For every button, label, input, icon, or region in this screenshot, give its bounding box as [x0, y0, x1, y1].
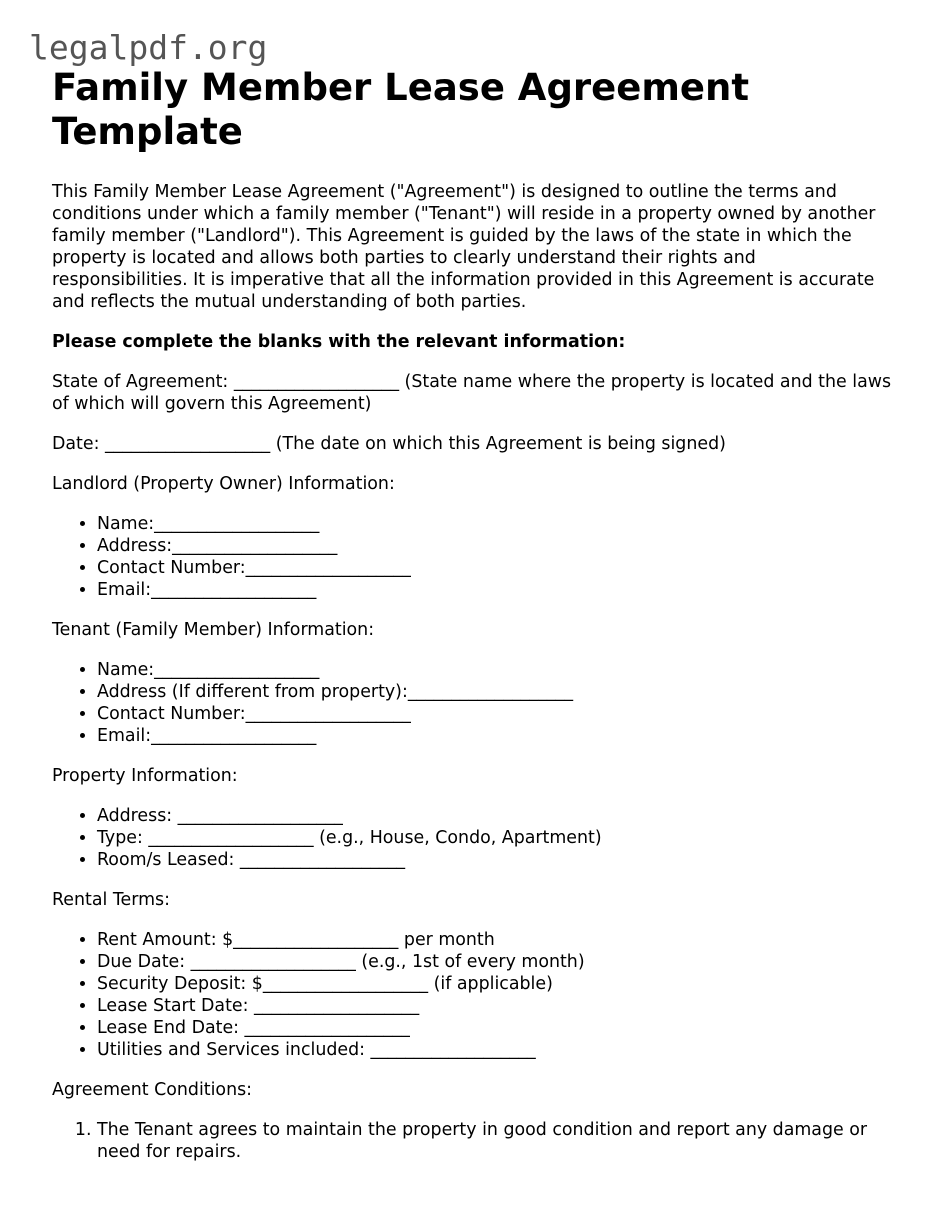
tenant-heading: Tenant (Family Member) Information:: [52, 620, 375, 640]
landlord-address-item: • Address:___________________: [97, 535, 892, 557]
rental-heading: Rental Terms:: [52, 890, 170, 910]
rent-amount-item: • Rent Amount: $___________________ per month: [97, 929, 892, 951]
property-type-item: • Type: ___________________ (e.g., House, Condo, Apartment): [97, 827, 892, 849]
intro-paragraph: This Family Member Lease Agreement ("Agreement") is designed to outline the terms and conditions under which a family member ("Tenant") will reside in a property owned by another family member ("Landlord"). This Agreement is guided by the laws of the state in which the property is located and allows both parties to clearly understand their rights and responsibilities. It is imperative that all the information provided in this Agreement is accurate and reflects the mutual understanding of both parties.: [52, 182, 876, 312]
document-page: [52, 66, 892, 1163]
landlord-list: [52, 513, 892, 601]
tenant-name-item: • Name:___________________: [97, 659, 892, 681]
landlord-email-item: • Email:___________________: [97, 579, 892, 601]
date-line: Date: ___________________ (The date on which this Agreement is being signed): [52, 434, 726, 454]
conditions-list: [52, 1119, 892, 1163]
state-of-agreement-line: State of Agreement: ___________________ (State name where the property is located and the laws of which will govern this Agreement): [52, 372, 892, 414]
security-deposit-item: • Security Deposit: $___________________ (if applicable): [97, 973, 892, 995]
utilities-item: • Utilities and Services included: ___________________: [97, 1039, 892, 1061]
tenant-contact-item: • Contact Number:___________________: [97, 703, 892, 725]
tenant-email-item: • Email:___________________: [97, 725, 892, 747]
landlord-contact-item: • Contact Number:___________________: [97, 557, 892, 579]
lease-end-item: • Lease End Date: ___________________: [97, 1017, 892, 1039]
watermark: legalpdf.org: [29, 28, 268, 67]
conditions-heading: Agreement Conditions:: [52, 1080, 253, 1100]
condition-item: 1. The Tenant agrees to maintain the property in good condition and report any damage or need for repairs.: [97, 1119, 892, 1163]
rental-list: [52, 929, 892, 1061]
landlord-heading: Landlord (Property Owner) Information:: [52, 474, 395, 494]
property-heading: Property Information:: [52, 766, 238, 786]
property-rooms-item: • Room/s Leased: ___________________: [97, 849, 892, 871]
document-title: Family Member Lease Agreement Template: [52, 66, 750, 153]
property-address-item: • Address: ___________________: [97, 805, 892, 827]
lease-start-item: • Lease Start Date: ___________________: [97, 995, 892, 1017]
due-date-item: • Due Date: ___________________ (e.g., 1st of every month): [97, 951, 892, 973]
instruction-text: Please complete the blanks with the relevant information:: [52, 332, 626, 352]
tenant-list: [52, 659, 892, 747]
property-list: [52, 805, 892, 871]
tenant-address-item: • Address (If different from property):___________________: [97, 681, 892, 703]
landlord-name-item: • Name:___________________: [97, 513, 892, 535]
